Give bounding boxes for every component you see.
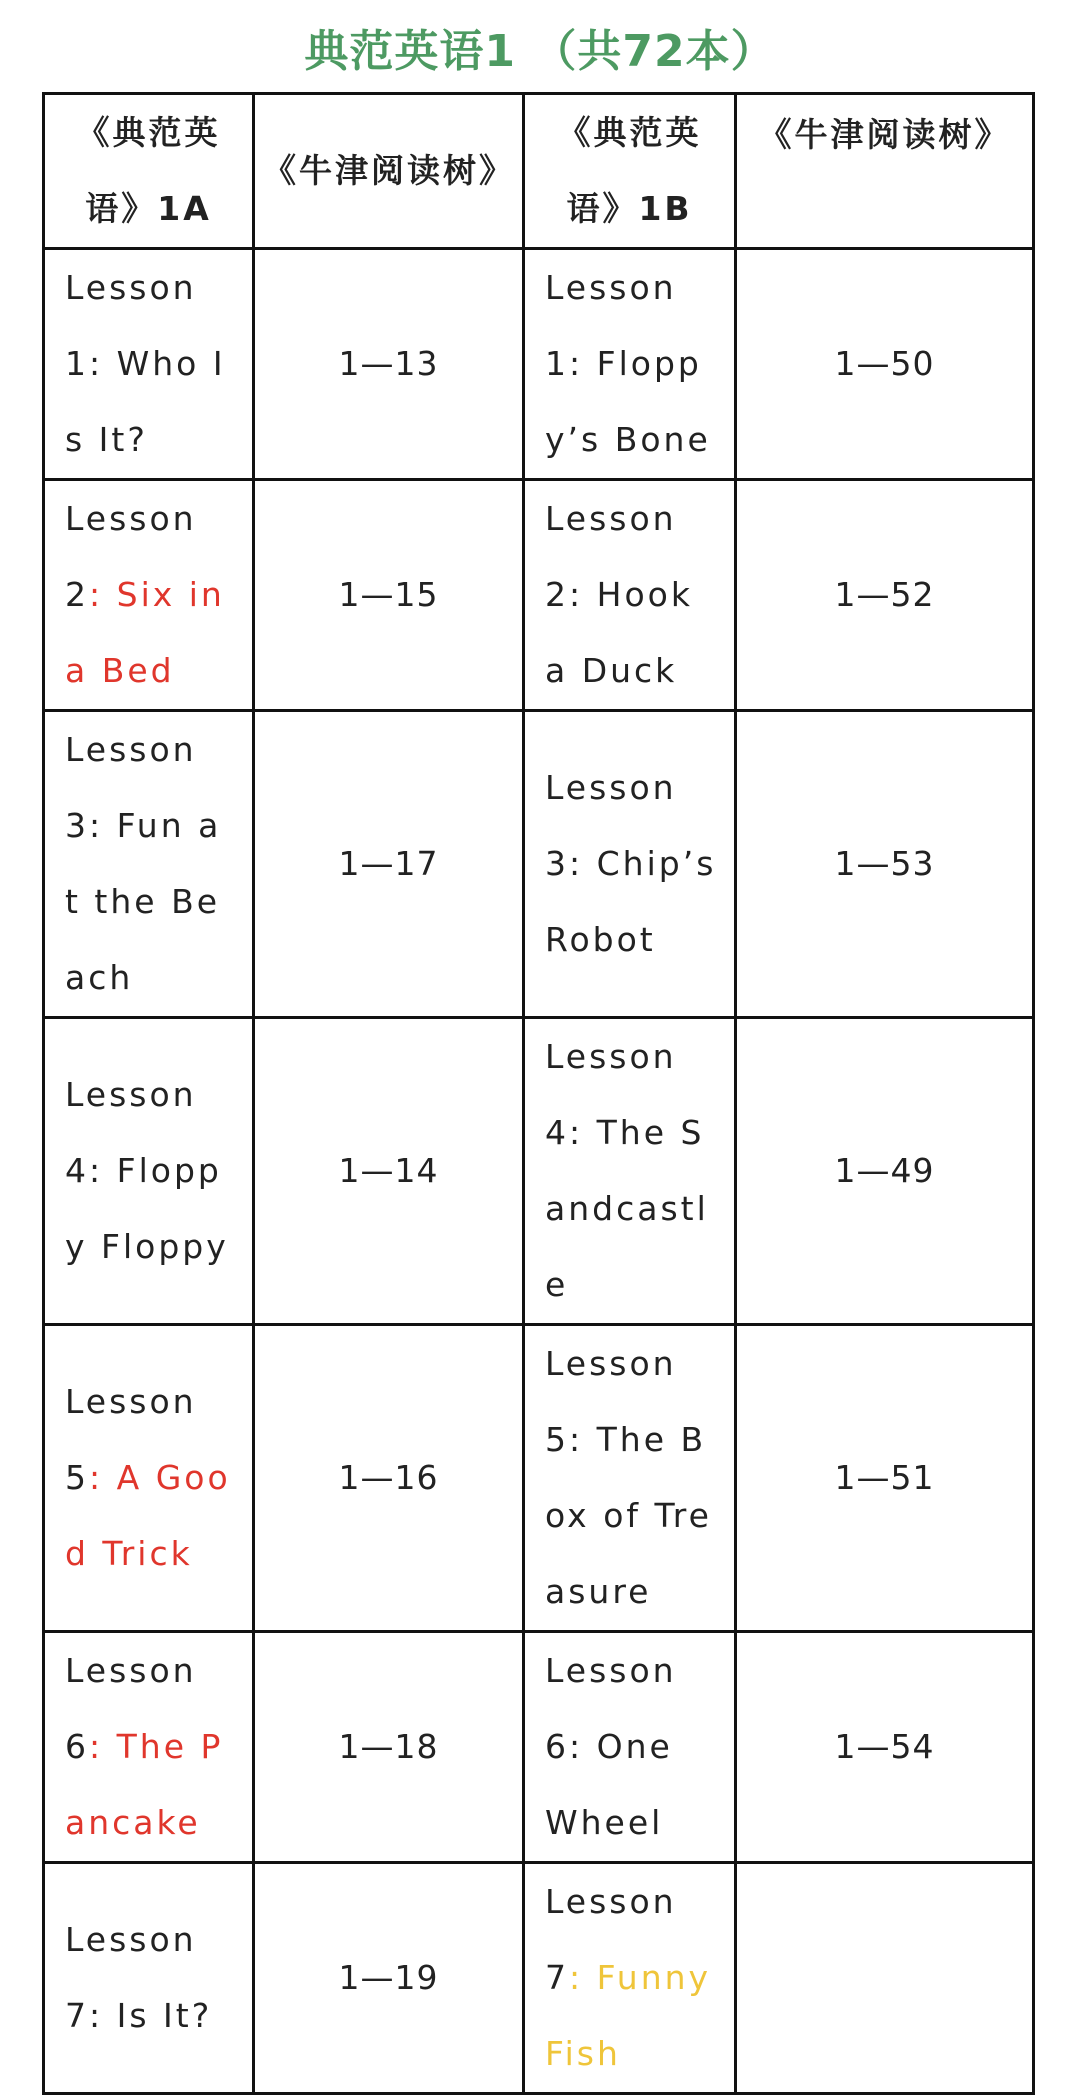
page-title: 典范英语1 （共72本） (304, 26, 776, 77)
table-row (44, 249, 1034, 480)
lesson-1a-cell (44, 1632, 254, 1863)
oxford-range-b-cell: 1—53 (736, 711, 1034, 1018)
lesson-number: Lesson 5 (65, 1382, 197, 1497)
lesson-1b-cell (524, 249, 736, 480)
lesson-colon: : (89, 1151, 104, 1190)
table-row (44, 1632, 1034, 1863)
lesson-colon: : (89, 806, 104, 845)
table-row (44, 711, 1034, 1018)
lesson-1b-cell (524, 480, 736, 711)
lesson-title: Floppy Floppy (65, 1151, 229, 1266)
header-dianfan-1b: 《典范英语》1B (524, 94, 736, 249)
lesson-colon: : (569, 1958, 584, 1997)
lesson-number: Lesson 4 (65, 1075, 197, 1190)
oxford-range-b-cell (736, 1863, 1034, 2094)
lesson-1a-cell (44, 1863, 254, 2094)
lesson-colon: : (569, 1420, 584, 1459)
lesson-title: Chip’s Robot (545, 844, 717, 959)
header-oxford-tree-b: 《牛津阅读树》 (736, 94, 1034, 249)
lesson-1a-cell (44, 249, 254, 480)
lesson-colon: : (89, 1458, 104, 1497)
lesson-title: The Sandcastle (545, 1113, 709, 1304)
table-row (44, 1018, 1034, 1325)
lesson-number: Lesson 7 (65, 1920, 197, 2035)
lesson-title: Who Is It? (65, 344, 226, 459)
lesson-number: Lesson 1 (65, 268, 197, 383)
oxford-range-a-cell: 1—16 (254, 1325, 524, 1632)
lesson-title: Floppy’s Bone (545, 344, 711, 459)
lesson-1b-cell (524, 1632, 736, 1863)
lesson-number: Lesson 1 (545, 268, 677, 383)
lesson-title: Six in a Bed (65, 575, 225, 690)
lesson-number: Lesson 2 (545, 499, 677, 614)
oxford-range-a-cell: 1—17 (254, 711, 524, 1018)
lesson-1b-cell (524, 1863, 736, 2094)
header-oxford-tree-a: 《牛津阅读树》 (254, 94, 524, 249)
oxford-range-a-cell: 1—13 (254, 249, 524, 480)
table-body (44, 249, 1034, 2094)
lesson-number: Lesson 6 (545, 1651, 677, 1766)
lesson-number: Lesson 7 (545, 1882, 677, 1997)
header-dianfan-1a: 《典范英语》1A (44, 94, 254, 249)
lesson-1a-cell (44, 480, 254, 711)
lesson-title: One Wheel (545, 1727, 673, 1842)
lesson-title: The Box of Treasure (545, 1420, 712, 1611)
lesson-colon: : (569, 344, 584, 383)
lesson-1b-cell (524, 1018, 736, 1325)
oxford-range-a-cell: 1—14 (254, 1018, 524, 1325)
lesson-number: Lesson 2 (65, 499, 197, 614)
lesson-title: Funny Fish (545, 1958, 712, 2073)
lesson-1a-cell (44, 1325, 254, 1632)
table-header-row (44, 94, 1034, 249)
oxford-range-a-cell: 1—18 (254, 1632, 524, 1863)
lesson-title: Fun at the Beach (65, 806, 222, 997)
lesson-colon: : (569, 1113, 584, 1152)
lesson-colon: : (89, 575, 104, 614)
lesson-1a-cell (44, 711, 254, 1018)
lesson-title: A Good Trick (65, 1458, 231, 1573)
lesson-colon: : (89, 344, 104, 383)
lesson-number: Lesson 5 (545, 1344, 677, 1459)
oxford-range-b-cell: 1—49 (736, 1018, 1034, 1325)
table-row (44, 1863, 1034, 2094)
lesson-colon: : (569, 1727, 584, 1766)
lesson-number: Lesson 3 (545, 768, 677, 883)
lesson-title: Hook a Duck (545, 575, 693, 690)
lesson-number: Lesson 6 (65, 1651, 197, 1766)
lesson-number: Lesson 4 (545, 1037, 677, 1152)
oxford-range-a-cell: 1—19 (254, 1863, 524, 2094)
lesson-1b-cell (524, 1325, 736, 1632)
oxford-range-b-cell: 1—52 (736, 480, 1034, 711)
oxford-range-b-cell: 1—50 (736, 249, 1034, 480)
lesson-title: The Pancake (65, 1727, 224, 1842)
lesson-1b-cell (524, 711, 736, 1018)
oxford-range-a-cell: 1—15 (254, 480, 524, 711)
lesson-1a-cell (44, 1018, 254, 1325)
lesson-colon: : (89, 1727, 104, 1766)
oxford-range-b-cell: 1—54 (736, 1632, 1034, 1863)
lesson-colon: : (569, 575, 584, 614)
table-row (44, 480, 1034, 711)
lesson-number: Lesson 3 (65, 730, 197, 845)
lesson-colon: : (569, 844, 584, 883)
book-comparison-table (42, 92, 1035, 2095)
oxford-range-b-cell: 1—51 (736, 1325, 1034, 1632)
lesson-colon: : (89, 1996, 104, 2035)
lesson-title: Is It? (116, 1996, 213, 2035)
table-row (44, 1325, 1034, 1632)
